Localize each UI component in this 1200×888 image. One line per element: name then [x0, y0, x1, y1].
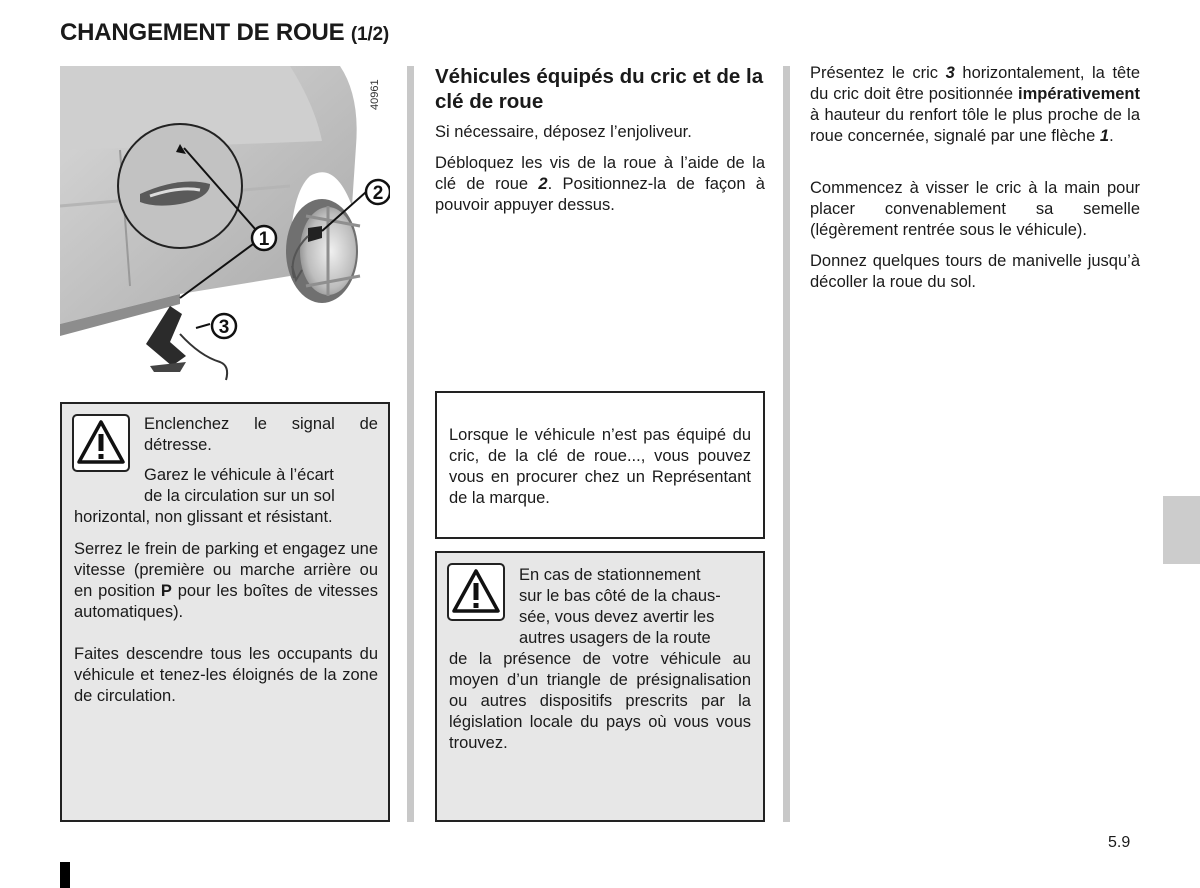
- warning-triangle-icon: [447, 563, 505, 621]
- text-screw-jack: Commencez à visser le cric à la main pour placer convenablement sa semelle (légèrement rentrée sous le véhicule).: [810, 179, 1140, 239]
- callout-2: 2: [372, 183, 384, 204]
- text-position-jack: Présentez le cric 3 horizontalement, la tête du cric doit être positionnée impérativement à hauteur du renfort tôle le plus proche de la roue concernée, signalé par une flèche 1.: [810, 64, 1140, 145]
- jack-illustration: [60, 66, 390, 394]
- warning-text-park-1: Garez le véhicule à l’écart: [144, 466, 334, 484]
- warning-text-brake: Serrez le frein de parking et engagez une vitesse (première ou marche arrière ou en position P pour les boîtes de vitesses automatiques).: [74, 540, 378, 621]
- column-divider: [407, 66, 414, 822]
- warning-text-rest: de la présence de votre véhicule au moyen d’un triangle de présignalisation ou autres dispositifs prescrits par la législation locale du pays où vous vous trouvez.: [449, 650, 751, 752]
- illustration-code: 40961: [369, 79, 381, 110]
- warning-text-line-3: sée, vous devez avertir les: [519, 608, 715, 626]
- chapter-tab: [1163, 496, 1200, 564]
- warning-triangle-icon: [72, 414, 130, 472]
- warning-text-occupants: Faites descendre tous les occupants du véhicule et tenez-les éloignés de la zone de circulation.: [74, 645, 378, 705]
- section-heading: Véhicules équipés du cric et de la clé de roue: [435, 65, 764, 113]
- warning-box-middle: [435, 551, 765, 822]
- title-suffix: (1/2): [350, 24, 389, 45]
- info-box: [435, 391, 765, 539]
- warning-box-left: [60, 402, 390, 822]
- column-divider: [783, 66, 790, 822]
- info-box-text: Lorsque le véhicule n’est pas équipé du cric, de la clé de roue..., vous pouvez vous en procurer chez un Représentant de la marque.: [449, 426, 751, 507]
- text-unlock-bolts: Débloquez les vis de la roue à l’aide de la clé de roue 2. Positionnez-la de façon à pouvoir appuyer dessus.: [435, 154, 765, 214]
- callout-1: 1: [258, 229, 270, 250]
- car-jack-drawing: [60, 66, 390, 394]
- page-number: 5.9: [1108, 834, 1131, 851]
- warning-text-line-2: sur le bas côté de la chaus-: [519, 587, 721, 605]
- callout-3: 3: [218, 317, 230, 338]
- corner-mark: [60, 862, 70, 888]
- page-title: CHANGEMENT DE ROUE (1/2): [60, 19, 389, 46]
- warning-text-park-3: horizontal, non glissant et résistant.: [74, 508, 333, 526]
- warning-text-line-1: En cas de stationnement: [519, 566, 701, 584]
- text-remove-hubcap: Si nécessaire, déposez l’enjoliveur.: [435, 123, 692, 141]
- warning-text-hazard: Enclenchez le signal de détresse.: [144, 415, 378, 454]
- text-raise-wheel: Donnez quelques tours de manivelle jusqu’à décoller la roue du sol.: [810, 252, 1140, 291]
- warning-text-line-4: autres usagers de la route: [519, 629, 711, 647]
- warning-text-park-2: de la circulation sur un sol: [144, 487, 335, 505]
